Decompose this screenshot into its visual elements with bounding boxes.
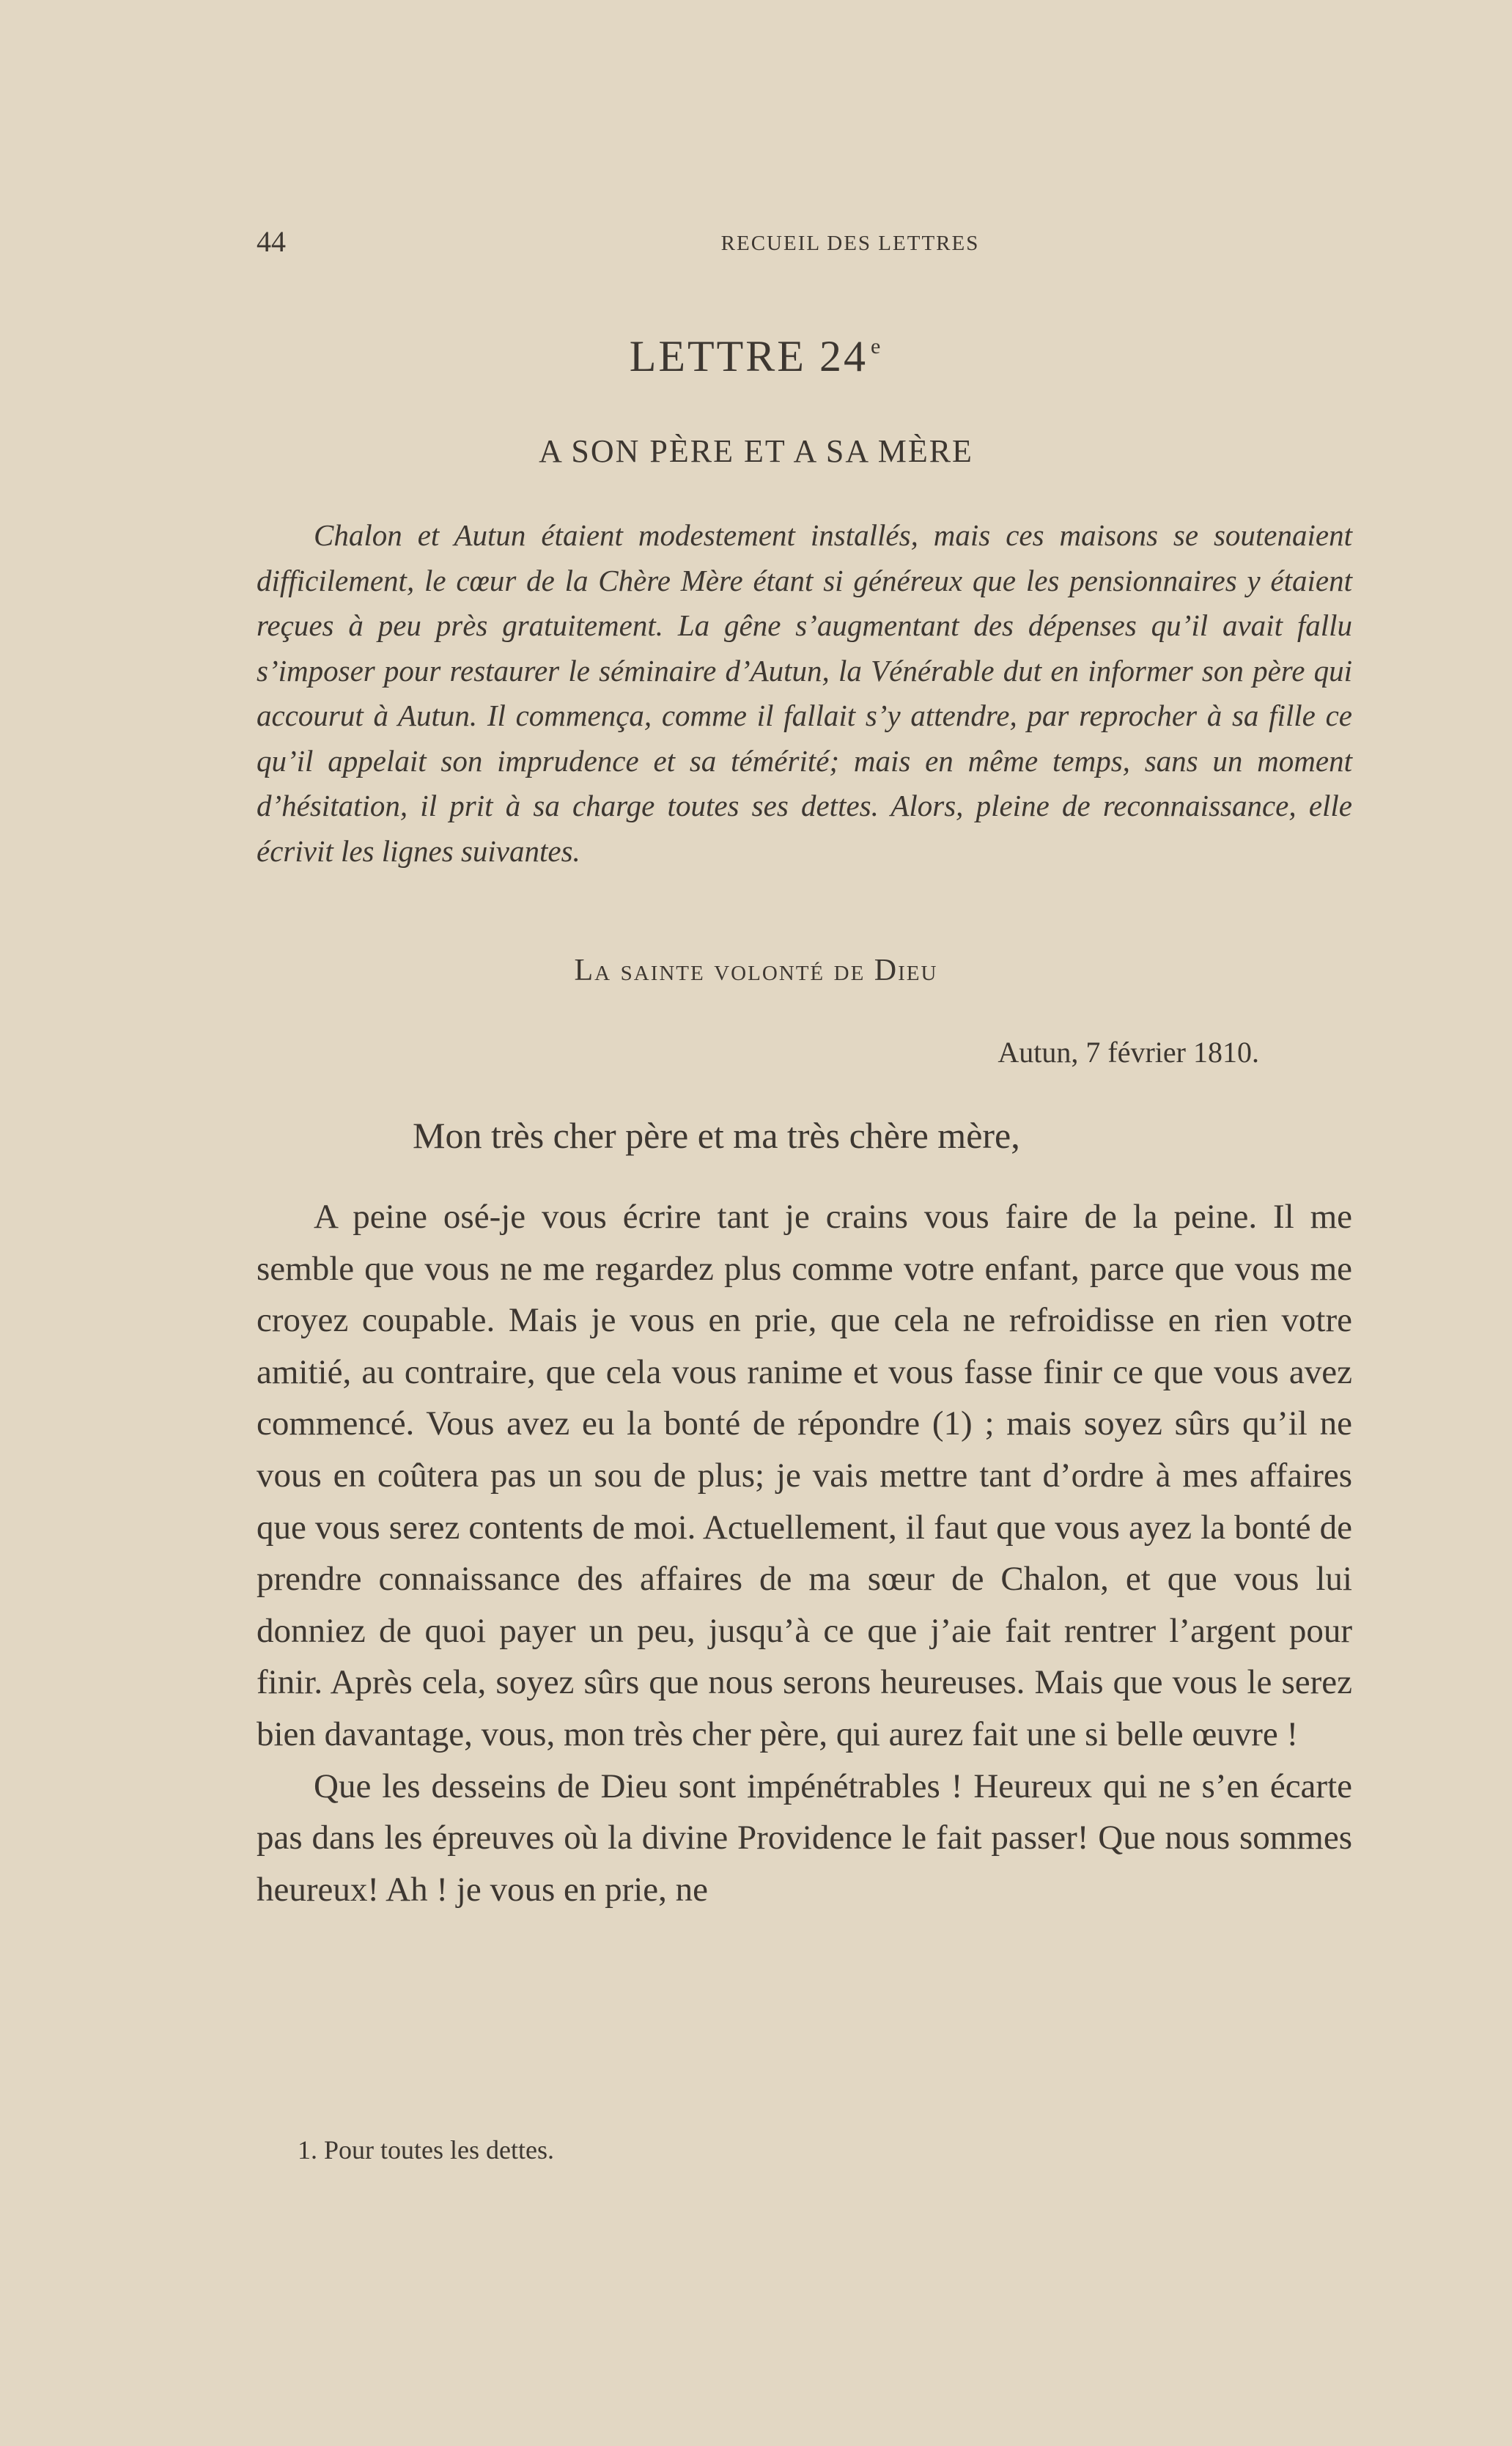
letter-addressee: A SON PÈRE ET A SA MÈRE bbox=[539, 433, 973, 469]
letter-body bbox=[257, 1191, 1352, 1915]
footnote: 1. Pour toutes les dettes. bbox=[298, 2135, 554, 2165]
body-paragraph: Que les desseins de Dieu sont impénétrables ! Heureux qui ne s’en écarte pas dans les épreuves où la divine Providence le fait passer! Que nous sommes heureux! Ah ! je vous en prie, ne bbox=[257, 1767, 1352, 1909]
dateline: Autun, 7 février 1810. bbox=[997, 1036, 1259, 1069]
running-head bbox=[257, 224, 1349, 261]
running-title: RECUEIL DES LETTRES bbox=[720, 232, 980, 255]
invocation-line: La sainte volonté de Dieu bbox=[574, 954, 938, 987]
intro-text: Chalon et Autun étaient modestement installés, mais ces maisons se soutenaient difficilement, le cœur de la Chère Mère étant si généreux que les pensionnaires y étaient reçues à peu près gratuitement. La gêne s’augmentant des dépenses qu’il avait fallu s’imposer pour restaurer le séminaire d’Autun, la Vénérable dut en informer son père qui accourut à Autun. Il commença, comme il fallait s’y attendre, par reprocher à sa fille ce qu’il appelait son imprudence et sa témérité; mais en même temps, sans un moment d’hésitation, il prit à sa charge toutes ses dettes. Alors, pleine de reconnaissance, elle écrivit les lignes suivantes. bbox=[257, 518, 1352, 868]
body-paragraph: A peine osé-je vous écrire tant je crains vous faire de la peine. Il me semble que vous ne me regardez plus comme votre enfant, parce que vous me croyez coupable. Mais je vous en prie, que cela ne refroidisse en rien votre amitié, au contraire, que cela vous ranime et vous fasse finir ce que vous avez commencé. Vous avez eu la bonté de répondre (1) ; mais soyez sûrs qu’il ne vous en coûtera pas un sou de plus; je vais mettre tant d’ordre à mes affaires que vous serez contents de moi. Actuellement, il faut que vous ayez la bonté de prendre connaissance des affaires de ma sœur de Chalon, et que vous lui donniez de quoi payer un peu, jusqu’à ce que j’aie fait rentrer l’argent pour finir. Après cela, soyez sûrs que nous serons heureuses. Mais que vous le serez bien davantage, vous, mon très cher père, qui aurez fait une si belle œuvre ! bbox=[257, 1198, 1352, 1753]
letter-title-text: LETTRE 24 bbox=[629, 332, 868, 380]
page-number: 44 bbox=[257, 225, 286, 258]
intro-paragraph bbox=[257, 513, 1352, 874]
letter-title-superscript: e bbox=[870, 334, 883, 358]
letter-title bbox=[0, 331, 1512, 382]
salutation: Mon très cher père et ma très chère mère, bbox=[413, 1115, 1020, 1156]
